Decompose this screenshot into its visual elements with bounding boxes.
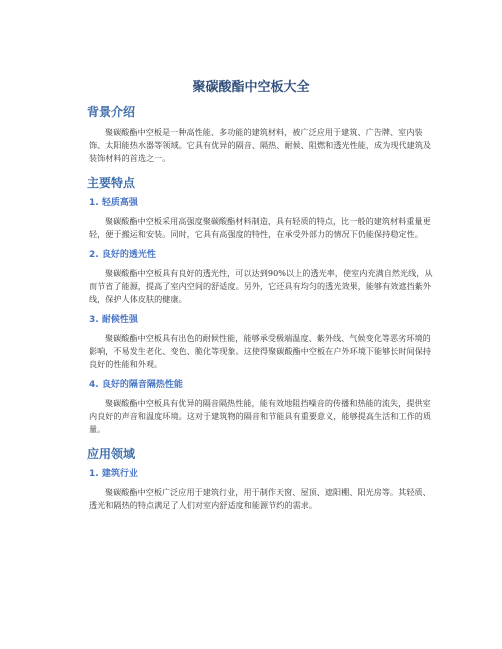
feature-4-title: 4. 良好的隔音隔热性能	[89, 380, 183, 390]
feature-3-paragraph: 聚碳酸酯中空板具有出色的耐候性能，能够承受极端温度、紫外线、气候变化等恶劣环境的影响，不易发生老化、变色、脆化等现象。这使得聚碳酸酯中空板在户外环境下能够长时间保持良好的性能和外观。	[89, 333, 432, 369]
document-body	[89, 104, 434, 512]
section-heading-applications: 应用领域	[87, 447, 136, 461]
section-background	[89, 104, 434, 165]
section-applications	[89, 446, 434, 512]
section-features	[89, 175, 434, 436]
section-heading-features: 主要特点	[87, 176, 136, 190]
document-title: 聚碳酸酯中空板大全	[192, 80, 310, 95]
application-1-paragraph: 聚碳酸酯中空板广泛应用于建筑行业，用于制作天窗、屋顶、遮阳棚、阳光房等。其轻质、透光和隔热的特点满足了人们对室内舒适度和能源节约的需求。	[89, 487, 431, 510]
feature-3-title: 3. 耐候性强	[89, 315, 138, 325]
background-paragraph: 聚碳酸酯中空板是一种高性能、多功能的建筑材料，被广泛应用于建筑、广告牌、室内装饰、太阳能热水器等领域。它具有优异的隔音、隔热、耐候、阻燃和透光性能，成为现代建筑及装饰材料的首选之一。	[89, 127, 432, 163]
feature-1-title: 1. 轻质高强	[89, 198, 138, 208]
feature-2-paragraph: 聚碳酸酯中空板具有良好的透光性，可以达到90%以上的透光率，使室内充满自然光线，从而节省了能源，提高了室内空间的舒适度。另外，它还具有均匀的透光效果，能够有效遮挡紫外线，保护人体皮肤的健康。	[89, 268, 433, 304]
section-heading-background: 背景介绍	[87, 105, 136, 119]
feature-4-paragraph: 聚碳酸酯中空板具有优异的隔音隔热性能，能有效地阻挡噪音的传播和热能的流失，提供室内良好的声音和温度环境。这对于建筑物的隔音和节能具有重要意义，能够提高生活和工作的质量。	[89, 398, 432, 434]
application-1-title: 1. 建筑行业	[89, 469, 138, 479]
feature-1-paragraph: 聚碳酸酯中空板采用高强度聚碳酸酯材料制造，具有轻质的特点，比一般的建筑材料重量更轻，便于搬运和安装。同时，它具有高强度的特性，在承受外部力的情况下仍能保持稳定性。	[89, 216, 431, 239]
feature-2-title: 2. 良好的透光性	[89, 250, 156, 260]
